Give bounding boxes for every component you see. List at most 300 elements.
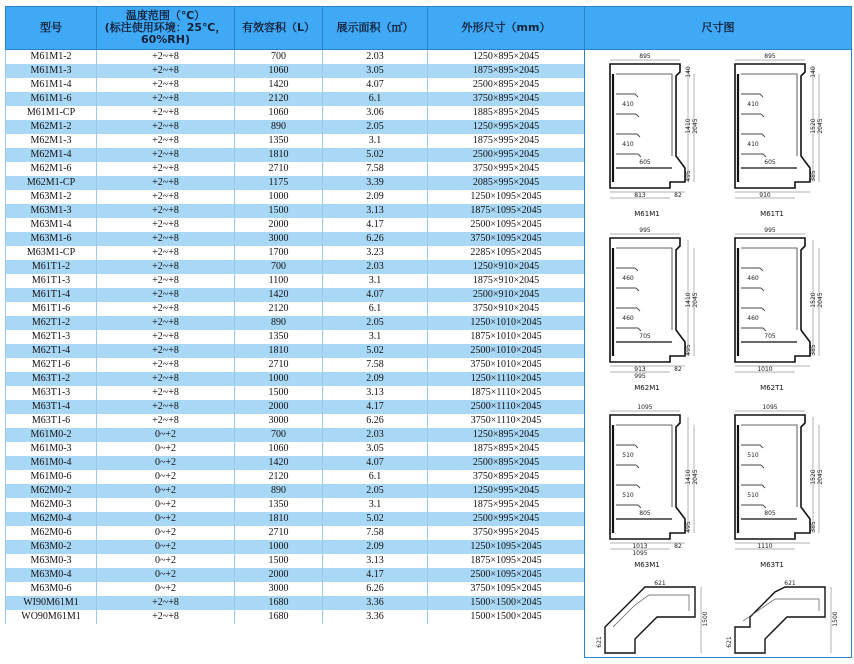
cell-model: M61T1-6 bbox=[6, 302, 97, 316]
cell-volume: 2000 bbox=[235, 218, 323, 232]
cell-size: 3750×895×2045 bbox=[428, 92, 585, 106]
cell-size: 1250×1110×2045 bbox=[428, 372, 585, 386]
cell-temp: 0~+2 bbox=[97, 568, 235, 582]
cell-temp: +2~+8 bbox=[97, 50, 235, 65]
cell-size: 2500×995×2045 bbox=[428, 148, 585, 162]
cell-temp: +2~+8 bbox=[97, 330, 235, 344]
cell-temp: +2~+8 bbox=[97, 92, 235, 106]
cell-area: 2.03 bbox=[323, 50, 428, 65]
dim-shelf-spacing: 510 bbox=[622, 492, 634, 499]
dim-front-depth: 605 bbox=[639, 159, 651, 166]
dim-foot: 82 bbox=[674, 366, 682, 373]
drawing-caption: M62T1 bbox=[760, 384, 784, 392]
cell-volume: 890 bbox=[235, 316, 323, 330]
cell-size: 1250×895×2045 bbox=[428, 428, 585, 442]
table-header-row bbox=[6, 7, 585, 50]
table-row bbox=[6, 442, 585, 456]
cell-model: M62M1-6 bbox=[6, 162, 97, 176]
cell-size: 2285×1095×2045 bbox=[428, 246, 585, 260]
dim-base-height: 495 bbox=[685, 344, 692, 356]
dim-overall-width: 995 bbox=[634, 373, 646, 380]
cell-volume: 1810 bbox=[235, 148, 323, 162]
table-row bbox=[6, 470, 585, 484]
dim-side-b: 1500 bbox=[702, 611, 709, 627]
table-row bbox=[6, 596, 585, 610]
cell-area: 5.02 bbox=[323, 344, 428, 358]
drawing-wim61m1 bbox=[605, 587, 701, 657]
cell-temp: +2~+8 bbox=[97, 302, 235, 316]
cell-volume: 1700 bbox=[235, 246, 323, 260]
header-temp-range bbox=[97, 7, 235, 50]
cell-area: 3.1 bbox=[323, 274, 428, 288]
cell-size: 1250×1095×2045 bbox=[428, 190, 585, 204]
table-row bbox=[6, 64, 585, 78]
cell-size: 1250×895×2045 bbox=[428, 50, 585, 65]
cell-volume: 2710 bbox=[235, 162, 323, 176]
cell-volume: 2120 bbox=[235, 92, 323, 106]
cell-size: 1250×995×2045 bbox=[428, 120, 585, 134]
cell-size: 2500×1095×2045 bbox=[428, 568, 585, 582]
cell-volume: 1350 bbox=[235, 134, 323, 148]
cell-model: M63M1-6 bbox=[6, 232, 97, 246]
cell-temp: +2~+8 bbox=[97, 596, 235, 610]
cell-model: M63T1-2 bbox=[6, 372, 97, 386]
cell-model: M61M1-CP bbox=[6, 106, 97, 120]
cell-temp: +2~+8 bbox=[97, 176, 235, 190]
dim-inner-height: 1410 bbox=[685, 469, 692, 485]
dim-top-width: 895 bbox=[639, 53, 651, 60]
cell-model: M61M1-4 bbox=[6, 78, 97, 92]
dim-side-d: 621 bbox=[726, 636, 733, 648]
cell-area: 3.1 bbox=[323, 498, 428, 512]
drawing-caption: M62M1 bbox=[634, 384, 660, 392]
cell-size: 2500×1110×2045 bbox=[428, 400, 585, 414]
cell-area: 3.23 bbox=[323, 246, 428, 260]
table-row bbox=[6, 400, 585, 414]
cell-model: M62T1-4 bbox=[6, 344, 97, 358]
table-row bbox=[6, 120, 585, 134]
cell-volume: 1100 bbox=[235, 274, 323, 288]
dim-top-width: 1095 bbox=[637, 404, 653, 411]
cell-size: 3750×995×2045 bbox=[428, 526, 585, 540]
cell-area: 4.07 bbox=[323, 456, 428, 470]
dim-top-width: 995 bbox=[764, 227, 776, 234]
cell-volume: 2120 bbox=[235, 302, 323, 316]
cell-area: 3.1 bbox=[323, 330, 428, 344]
drawing-caption: M61M1 bbox=[634, 210, 660, 218]
cell-model: M61T1-4 bbox=[6, 288, 97, 302]
cell-model: M61T1-2 bbox=[6, 260, 97, 274]
table-row bbox=[6, 582, 585, 596]
drawing-m61t1 bbox=[735, 60, 819, 198]
cell-size: 2500×910×2045 bbox=[428, 288, 585, 302]
cell-model: M63T1-3 bbox=[6, 386, 97, 400]
header-temp-line2: (标注使用环境：25℃， bbox=[104, 21, 227, 34]
cell-size: 1250×1095×2045 bbox=[428, 540, 585, 554]
dim-top-width: 895 bbox=[764, 53, 776, 60]
table-row bbox=[6, 456, 585, 470]
table-row bbox=[6, 50, 585, 65]
cell-area: 4.17 bbox=[323, 568, 428, 582]
cell-volume: 1810 bbox=[235, 344, 323, 358]
cell-temp: 0~+2 bbox=[97, 484, 235, 498]
dim-shelf-spacing: 510 bbox=[622, 452, 634, 459]
cell-area: 7.58 bbox=[323, 358, 428, 372]
cell-temp: +2~+8 bbox=[97, 120, 235, 134]
cell-volume: 1000 bbox=[235, 540, 323, 554]
cell-model: M61M0-6 bbox=[6, 470, 97, 484]
cell-temp: +2~+8 bbox=[97, 218, 235, 232]
table-row bbox=[6, 484, 585, 498]
header-display-area: 展示面积（㎡） bbox=[323, 7, 428, 50]
cell-area: 4.17 bbox=[323, 218, 428, 232]
dim-inner-height: 1520 bbox=[810, 292, 817, 308]
dimension-drawings-header: 尺寸图 bbox=[585, 7, 851, 50]
dim-bottom-width: 910 bbox=[759, 192, 771, 199]
cell-area: 4.07 bbox=[323, 78, 428, 92]
cell-model: WI90M61M1 bbox=[6, 596, 97, 610]
cell-area: 2.03 bbox=[323, 428, 428, 442]
dim-foot: 82 bbox=[674, 543, 682, 550]
drawing-m63t1 bbox=[735, 411, 819, 549]
dim-inner-height: 1410 bbox=[685, 118, 692, 134]
cell-area: 6.1 bbox=[323, 302, 428, 316]
cell-temp: +2~+8 bbox=[97, 148, 235, 162]
dim-base-height: 495 bbox=[685, 521, 692, 533]
cell-size: 3750×895×2045 bbox=[428, 470, 585, 484]
header-temp-line1: 温度范围（℃） bbox=[125, 9, 206, 22]
header-dimensions: 外形尺寸（mm） bbox=[428, 7, 585, 50]
dim-top-width: 1095 bbox=[762, 404, 778, 411]
cell-model: M62M0-6 bbox=[6, 526, 97, 540]
cell-temp: +2~+8 bbox=[97, 344, 235, 358]
dim-total-height: 2045 bbox=[692, 469, 699, 485]
cell-area: 3.1 bbox=[323, 134, 428, 148]
dim-shelf-spacing: 510 bbox=[747, 452, 759, 459]
cell-size: 2500×1010×2045 bbox=[428, 344, 585, 358]
dim-front-depth: 705 bbox=[639, 333, 651, 340]
cell-model: M63M1-4 bbox=[6, 218, 97, 232]
cell-size: 1250×1010×2045 bbox=[428, 316, 585, 330]
table-row bbox=[6, 274, 585, 288]
table-row bbox=[6, 218, 585, 232]
spec-table bbox=[5, 6, 585, 624]
cell-model: M61M0-4 bbox=[6, 456, 97, 470]
cell-temp: 0~+2 bbox=[97, 456, 235, 470]
table-row bbox=[6, 204, 585, 218]
table-row bbox=[6, 302, 585, 316]
cell-temp: +2~+8 bbox=[97, 134, 235, 148]
drawing-m61m1 bbox=[610, 60, 694, 198]
cell-temp: 0~+2 bbox=[97, 470, 235, 484]
cell-area: 3.36 bbox=[323, 610, 428, 624]
dim-total-height: 2045 bbox=[692, 118, 699, 134]
cell-volume: 2710 bbox=[235, 358, 323, 372]
dim-shelf-spacing: 460 bbox=[622, 315, 634, 322]
cell-temp: +2~+8 bbox=[97, 610, 235, 624]
cell-area: 2.09 bbox=[323, 540, 428, 554]
dimension-drawings-panel bbox=[584, 6, 852, 658]
dim-top-width: 995 bbox=[639, 227, 651, 234]
cell-size: 3750×995×2045 bbox=[428, 162, 585, 176]
table-row bbox=[6, 162, 585, 176]
cell-volume: 1000 bbox=[235, 372, 323, 386]
drawing-wom61m1 bbox=[735, 587, 831, 657]
drawing-caption: M61T1 bbox=[760, 210, 784, 218]
cell-size: 3750×1095×2045 bbox=[428, 232, 585, 246]
cell-volume: 700 bbox=[235, 50, 323, 65]
cell-model: M62M0-3 bbox=[6, 498, 97, 512]
table-row bbox=[6, 414, 585, 428]
drawing-m62t1 bbox=[735, 234, 819, 372]
dim-total-height: 2045 bbox=[692, 292, 699, 308]
cell-volume: 1500 bbox=[235, 386, 323, 400]
cell-temp: 0~+2 bbox=[97, 554, 235, 568]
dimension-drawings-svg bbox=[585, 50, 851, 657]
table-row bbox=[6, 288, 585, 302]
cell-volume: 1060 bbox=[235, 106, 323, 120]
dim-base-height: 495 bbox=[685, 170, 692, 182]
cell-area: 7.58 bbox=[323, 526, 428, 540]
cell-volume: 1060 bbox=[235, 442, 323, 456]
cell-temp: +2~+8 bbox=[97, 64, 235, 78]
cell-area: 3.05 bbox=[323, 442, 428, 456]
cell-area: 3.13 bbox=[323, 386, 428, 400]
cell-temp: 0~+2 bbox=[97, 582, 235, 596]
cell-volume: 1350 bbox=[235, 330, 323, 344]
header-temp-line3: 60%RH) bbox=[140, 33, 191, 46]
table-row bbox=[6, 190, 585, 204]
cell-model: M63M1-CP bbox=[6, 246, 97, 260]
drawing-caption: M63T1 bbox=[760, 561, 784, 569]
cell-model: M63M0-4 bbox=[6, 568, 97, 582]
cell-area: 7.58 bbox=[323, 162, 428, 176]
cell-temp: 0~+2 bbox=[97, 540, 235, 554]
cell-size: 1875×1095×2045 bbox=[428, 554, 585, 568]
cell-volume: 700 bbox=[235, 428, 323, 442]
dim-inner-height: 1520 bbox=[810, 118, 817, 134]
table-row bbox=[6, 176, 585, 190]
dim-bottom-width: 1010 bbox=[757, 366, 773, 373]
cell-volume: 1420 bbox=[235, 288, 323, 302]
table-row bbox=[6, 526, 585, 540]
cell-area: 2.05 bbox=[323, 316, 428, 330]
cell-temp: +2~+8 bbox=[97, 274, 235, 288]
cell-volume: 3000 bbox=[235, 414, 323, 428]
cell-model: M62M0-2 bbox=[6, 484, 97, 498]
dim-shelf-spacing: 460 bbox=[747, 275, 759, 282]
cell-temp: +2~+8 bbox=[97, 232, 235, 246]
dim-bottom-width: 813 bbox=[634, 192, 646, 199]
table-row bbox=[6, 134, 585, 148]
cell-volume: 1810 bbox=[235, 512, 323, 526]
cell-model: M62M1-2 bbox=[6, 120, 97, 134]
cell-volume: 1420 bbox=[235, 78, 323, 92]
cell-volume: 3000 bbox=[235, 232, 323, 246]
cell-model: M61M1-6 bbox=[6, 92, 97, 106]
cell-area: 3.13 bbox=[323, 554, 428, 568]
dim-side-d: 621 bbox=[596, 636, 603, 648]
drawing-m63m1 bbox=[610, 411, 694, 549]
drawing-caption: M63M1 bbox=[634, 561, 660, 569]
cell-size: 3750×1010×2045 bbox=[428, 358, 585, 372]
dim-inner-height: 1410 bbox=[685, 292, 692, 308]
cell-temp: +2~+8 bbox=[97, 372, 235, 386]
table-row bbox=[6, 540, 585, 554]
table-row bbox=[6, 92, 585, 106]
cell-volume: 700 bbox=[235, 260, 323, 274]
cell-area: 3.05 bbox=[323, 64, 428, 78]
table-row bbox=[6, 316, 585, 330]
cell-model: M63M0-6 bbox=[6, 582, 97, 596]
cell-size: 1885×895×2045 bbox=[428, 106, 585, 120]
cell-area: 3.13 bbox=[323, 204, 428, 218]
cell-temp: +2~+8 bbox=[97, 316, 235, 330]
cell-temp: 0~+2 bbox=[97, 428, 235, 442]
dim-top-offset: 140 bbox=[810, 66, 817, 78]
cell-area: 6.26 bbox=[323, 414, 428, 428]
cell-size: 1875×1110×2045 bbox=[428, 386, 585, 400]
table-row bbox=[6, 260, 585, 274]
cell-temp: +2~+8 bbox=[97, 246, 235, 260]
dim-top-offset: 140 bbox=[685, 66, 692, 78]
cell-volume: 1680 bbox=[235, 596, 323, 610]
cell-model: M61M0-2 bbox=[6, 428, 97, 442]
cell-area: 4.17 bbox=[323, 400, 428, 414]
table-row bbox=[6, 568, 585, 582]
cell-model: M61M0-3 bbox=[6, 442, 97, 456]
dim-total-height: 2045 bbox=[817, 292, 824, 308]
cell-volume: 2120 bbox=[235, 470, 323, 484]
cell-model: M63M0-3 bbox=[6, 554, 97, 568]
cell-size: 2500×895×2045 bbox=[428, 78, 585, 92]
table-row bbox=[6, 498, 585, 512]
drawing-m62m1 bbox=[610, 234, 694, 372]
header-volume: 有效容积（L） bbox=[235, 7, 323, 50]
dim-shelf-spacing: 410 bbox=[747, 141, 759, 148]
cell-volume: 3000 bbox=[235, 582, 323, 596]
dim-total-height: 2045 bbox=[817, 118, 824, 134]
table-row bbox=[6, 106, 585, 120]
cell-volume: 2000 bbox=[235, 400, 323, 414]
cell-model: M61M1-2 bbox=[6, 50, 97, 65]
dim-total-height: 2045 bbox=[817, 469, 824, 485]
cell-model: M62M0-4 bbox=[6, 512, 97, 526]
cell-size: 1250×910×2045 bbox=[428, 260, 585, 274]
table-row bbox=[6, 512, 585, 526]
cell-area: 6.26 bbox=[323, 582, 428, 596]
cell-model: M62T1-2 bbox=[6, 316, 97, 330]
cell-area: 2.09 bbox=[323, 190, 428, 204]
dim-side-a: 621 bbox=[784, 580, 796, 587]
cell-volume: 1350 bbox=[235, 498, 323, 512]
cell-volume: 1000 bbox=[235, 190, 323, 204]
dim-side-b: 1500 bbox=[832, 611, 839, 627]
table-row bbox=[6, 372, 585, 386]
dim-side-a: 621 bbox=[654, 580, 666, 587]
cell-model: M62T1-3 bbox=[6, 330, 97, 344]
table-row bbox=[6, 148, 585, 162]
table-row bbox=[6, 358, 585, 372]
cell-volume: 2710 bbox=[235, 526, 323, 540]
cell-size: 1500×1500×2045 bbox=[428, 596, 585, 610]
cell-model: M62M1-4 bbox=[6, 148, 97, 162]
cell-model: M63M0-2 bbox=[6, 540, 97, 554]
table-row bbox=[6, 554, 585, 568]
cell-size: 2085×995×2045 bbox=[428, 176, 585, 190]
table-row bbox=[6, 232, 585, 246]
dim-shelf-spacing: 510 bbox=[747, 492, 759, 499]
table-body bbox=[6, 50, 585, 625]
cell-area: 6.1 bbox=[323, 470, 428, 484]
dim-base-height: 385 bbox=[810, 521, 817, 533]
cell-volume: 1500 bbox=[235, 204, 323, 218]
cell-area: 5.02 bbox=[323, 148, 428, 162]
cell-model: M61T1-3 bbox=[6, 274, 97, 288]
cell-temp: +2~+8 bbox=[97, 358, 235, 372]
cell-temp: 0~+2 bbox=[97, 512, 235, 526]
cell-temp: +2~+8 bbox=[97, 400, 235, 414]
cell-size: 3750×1110×2045 bbox=[428, 414, 585, 428]
cell-size: 1875×1010×2045 bbox=[428, 330, 585, 344]
cell-size: 2500×995×2045 bbox=[428, 512, 585, 526]
cell-area: 3.39 bbox=[323, 176, 428, 190]
cell-volume: 1420 bbox=[235, 456, 323, 470]
dim-front-depth: 805 bbox=[764, 510, 776, 517]
dim-front-depth: 605 bbox=[764, 159, 776, 166]
cell-area: 6.1 bbox=[323, 92, 428, 106]
cell-size: 1875×895×2045 bbox=[428, 64, 585, 78]
cell-size: 1250×995×2045 bbox=[428, 484, 585, 498]
cell-size: 2500×895×2045 bbox=[428, 456, 585, 470]
dim-base-height: 385 bbox=[810, 170, 817, 182]
cell-temp: 0~+2 bbox=[97, 498, 235, 512]
cell-model: M61M1-3 bbox=[6, 64, 97, 78]
dim-bottom-width: 913 bbox=[634, 366, 646, 373]
dim-base-height: 385 bbox=[810, 344, 817, 356]
cell-area: 2.03 bbox=[323, 260, 428, 274]
dim-front-depth: 805 bbox=[639, 510, 651, 517]
cell-model: M63M1-2 bbox=[6, 190, 97, 204]
cell-model: M63T1-6 bbox=[6, 414, 97, 428]
cell-temp: +2~+8 bbox=[97, 190, 235, 204]
cell-model: WO90M61M1 bbox=[6, 610, 97, 624]
cell-size: 1500×1500×2045 bbox=[428, 610, 585, 624]
cell-area: 6.26 bbox=[323, 232, 428, 246]
cell-volume: 1680 bbox=[235, 610, 323, 624]
cell-size: 1875×995×2045 bbox=[428, 134, 585, 148]
cell-temp: +2~+8 bbox=[97, 288, 235, 302]
cell-area: 4.07 bbox=[323, 288, 428, 302]
cell-volume: 2000 bbox=[235, 568, 323, 582]
table-row bbox=[6, 330, 585, 344]
cell-temp: +2~+8 bbox=[97, 414, 235, 428]
cell-model: M63M1-3 bbox=[6, 204, 97, 218]
cell-temp: +2~+8 bbox=[97, 162, 235, 176]
table-row bbox=[6, 428, 585, 442]
dim-shelf-spacing: 460 bbox=[622, 275, 634, 282]
cell-area: 3.36 bbox=[323, 596, 428, 610]
cell-area: 3.06 bbox=[323, 106, 428, 120]
cell-temp: +2~+8 bbox=[97, 106, 235, 120]
cell-size: 1875×1095×2045 bbox=[428, 204, 585, 218]
cell-temp: +2~+8 bbox=[97, 78, 235, 92]
cell-size: 1875×995×2045 bbox=[428, 498, 585, 512]
cell-area: 5.02 bbox=[323, 512, 428, 526]
dim-overall-width: 1095 bbox=[632, 550, 648, 557]
table-row bbox=[6, 246, 585, 260]
cell-area: 2.05 bbox=[323, 484, 428, 498]
